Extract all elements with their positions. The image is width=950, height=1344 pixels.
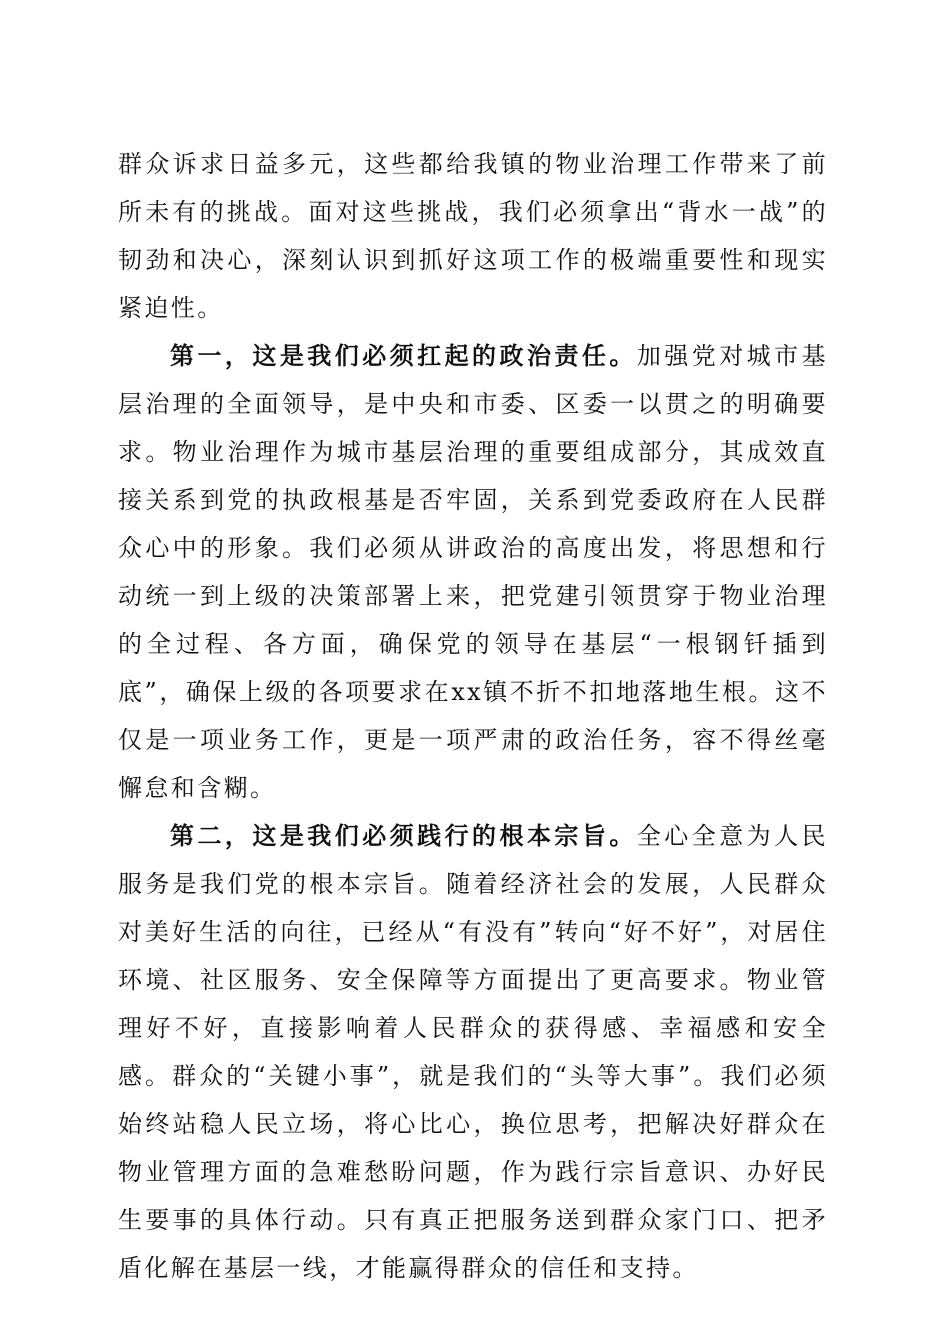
paragraph-lead: 第一，这是我们必须扛起的政治责任。 xyxy=(170,341,637,370)
document-body xyxy=(118,140,828,1292)
paragraph-fundamental-purpose xyxy=(118,812,828,1292)
paragraph-continuation xyxy=(118,140,828,332)
paragraph-body: 全心全意为人民服务是我们党的根本宗旨。随着经济社会的发展，人民群众对美好生活的向往，已经从“有没有”转向“好不好”，对居住环境、社区服务、安全保障等方面提出了更高要求。物业管理好不好，直接影响着人民群众的获得感、幸福感和安全感。群众的“关键小事”，就是我们的“头等大事”。我们必须始终站稳人民立场，将心比心，换位思考，把解决好群众在物业管理方面的急难愁盼问题，作为践行宗旨意识、办好民生要事的具体行动。只有真正把服务送到群众家门口、把矛盾化解在基层一线，才能赢得群众的信任和支持。 xyxy=(118,822,828,1282)
paragraph-lead: 第二，这是我们必须践行的根本宗旨。 xyxy=(170,821,637,850)
paragraph-body: 群众诉求日益多元，这些都给我镇的物业治理工作带来了前所未有的挑战。面对这些挑战，我们必须拿出“背水一战”的韧劲和决心，深刻认识到抓好这项工作的极端重要性和现实紧迫性。 xyxy=(118,150,828,322)
paragraph-body: 加强党对城市基层治理的全面领导，是中央和市委、区委一以贯之的明确要求。物业治理作为城市基层治理的重要组成部分，其成效直接关系到党的执政根基是否牢固，关系到党委政府在人民群众心中的形象。我们必须从讲政治的高度出发，将思想和行动统一到上级的决策部署上来，把党建引领贯穿于物业治理的全过程、各方面，确保党的领导在基层“一根钢钎插到底”，确保上级的各项要求在xx镇不折不扣地落地生根。这不仅是一项业务工作，更是一项严肃的政治任务，容不得丝毫懈怠和含糊。 xyxy=(118,342,828,802)
paragraph-political-responsibility xyxy=(118,332,828,812)
